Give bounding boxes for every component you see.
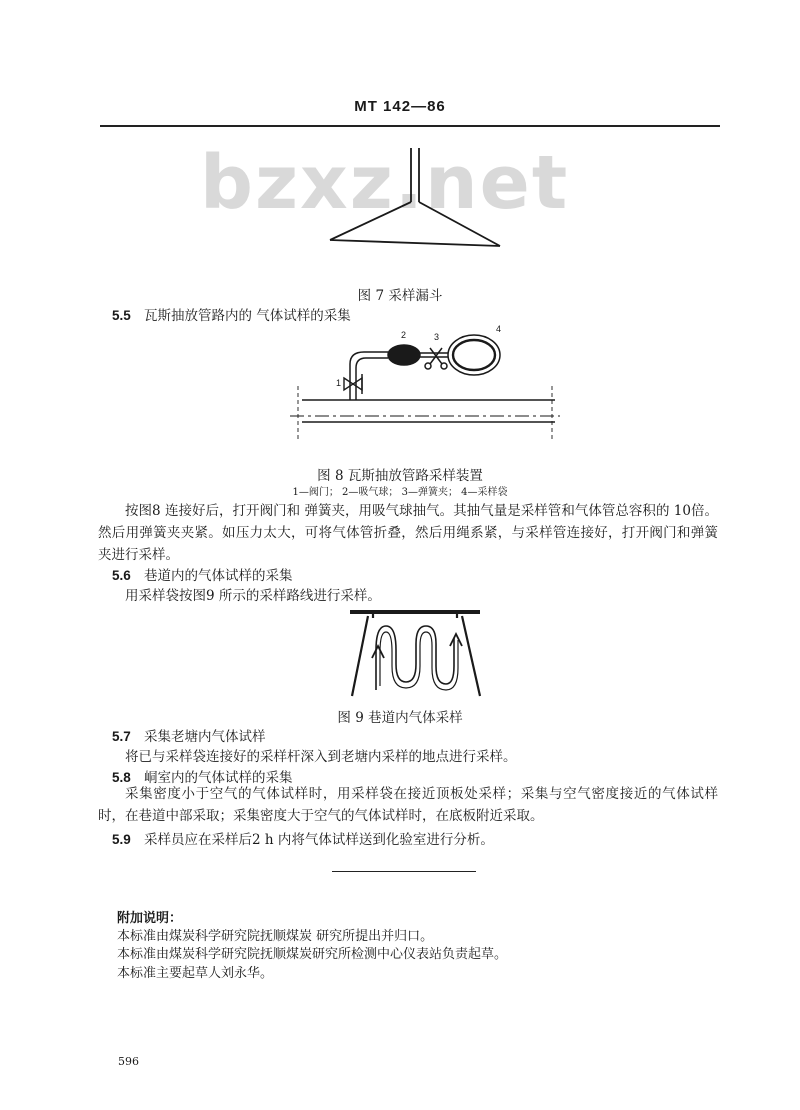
section-5-7-paragraph: 将已与采样袋连接好的采样杆深入到老塘内采样的地点进行采样。 [125, 749, 517, 765]
section-divider [332, 871, 476, 872]
figure-8-sampling-device-diagram [270, 322, 580, 452]
figure-7-funnel-diagram [320, 140, 520, 260]
watermark: bzxz.net [200, 140, 570, 226]
appendix-line-1: 本标准由煤炭科学研究院抚顺煤炭 研究所提出并归口。 [117, 929, 434, 944]
section-5-5-heading [112, 304, 351, 324]
figure-7-caption: 图 7 采样漏斗 [357, 288, 443, 304]
section-title: 巷道内的气体试样的采集 [144, 568, 293, 584]
appendix-title: 附加说明： [117, 911, 183, 926]
figure-8-caption: 图 8 瓦斯抽放管路采样装置 [317, 468, 483, 484]
section-5-8-paragraph: 采集密度小于空气的气体试样时，用采样袋在接近顶板处采样；采集与空气密度接近的气体试样时，在巷道中部采取；采集密度大于空气的气体试样时，在底板附近采取。 [98, 786, 718, 824]
standard-code-header: MT 142—86 [354, 98, 446, 115]
section-number: 5.6 [112, 568, 131, 583]
section-title: 峒室内的气体试样的采集 [144, 770, 293, 786]
section-title: 瓦斯抽放管路内的 气体试样的采集 [144, 308, 351, 324]
section-number: 5.9 [112, 832, 131, 847]
section-5-6-heading [112, 564, 293, 584]
section-5-9-heading [112, 828, 494, 848]
label-2: 2 [401, 330, 407, 340]
section-5-6-paragraph: 用采样袋按图9 所示的采样路线进行采样。 [125, 588, 381, 604]
page-number: 596 [118, 1055, 139, 1068]
section-number: 5.5 [112, 308, 131, 323]
section-5-7-heading [112, 725, 266, 745]
section-title: 采集老塘内气体试样 [144, 729, 266, 745]
label-4: 4 [496, 324, 502, 334]
section-title: 采样员应在采样后2 h 内将气体试样送到化验室进行分析。 [144, 832, 494, 848]
label-1: 1 [336, 378, 342, 388]
section-number: 5.8 [112, 770, 131, 785]
appendix-line-2: 本标准由煤炭科学研究院抚顺煤炭研究所检测中心仪表站负责起草。 [117, 947, 508, 962]
section-number: 5.7 [112, 729, 131, 744]
section-5-5-paragraph: 按图8 连接好后，打开阀门和 弹簧夹，用吸气球抽气。其抽气量是采样管和气体管总容积的 10倍。然后用弹簧夹夹紧。如压力太大，可将气体管折叠，然后用绳系紧，与采样管连接好，打开阀门和弹簧夹进行采样。 [98, 503, 718, 563]
appendix-line-3: 本标准主要起草人刘永华。 [117, 966, 274, 981]
figure-8-legend: 1—阀门； 2—吸气球； 3—弹簧夹； 4—采样袋 [292, 487, 508, 498]
figure-9-roadway-sampling-diagram [340, 604, 490, 704]
header-rule [100, 125, 720, 127]
label-3: 3 [434, 332, 440, 342]
figure-9-caption: 图 9 巷道内气体采样 [337, 710, 463, 726]
